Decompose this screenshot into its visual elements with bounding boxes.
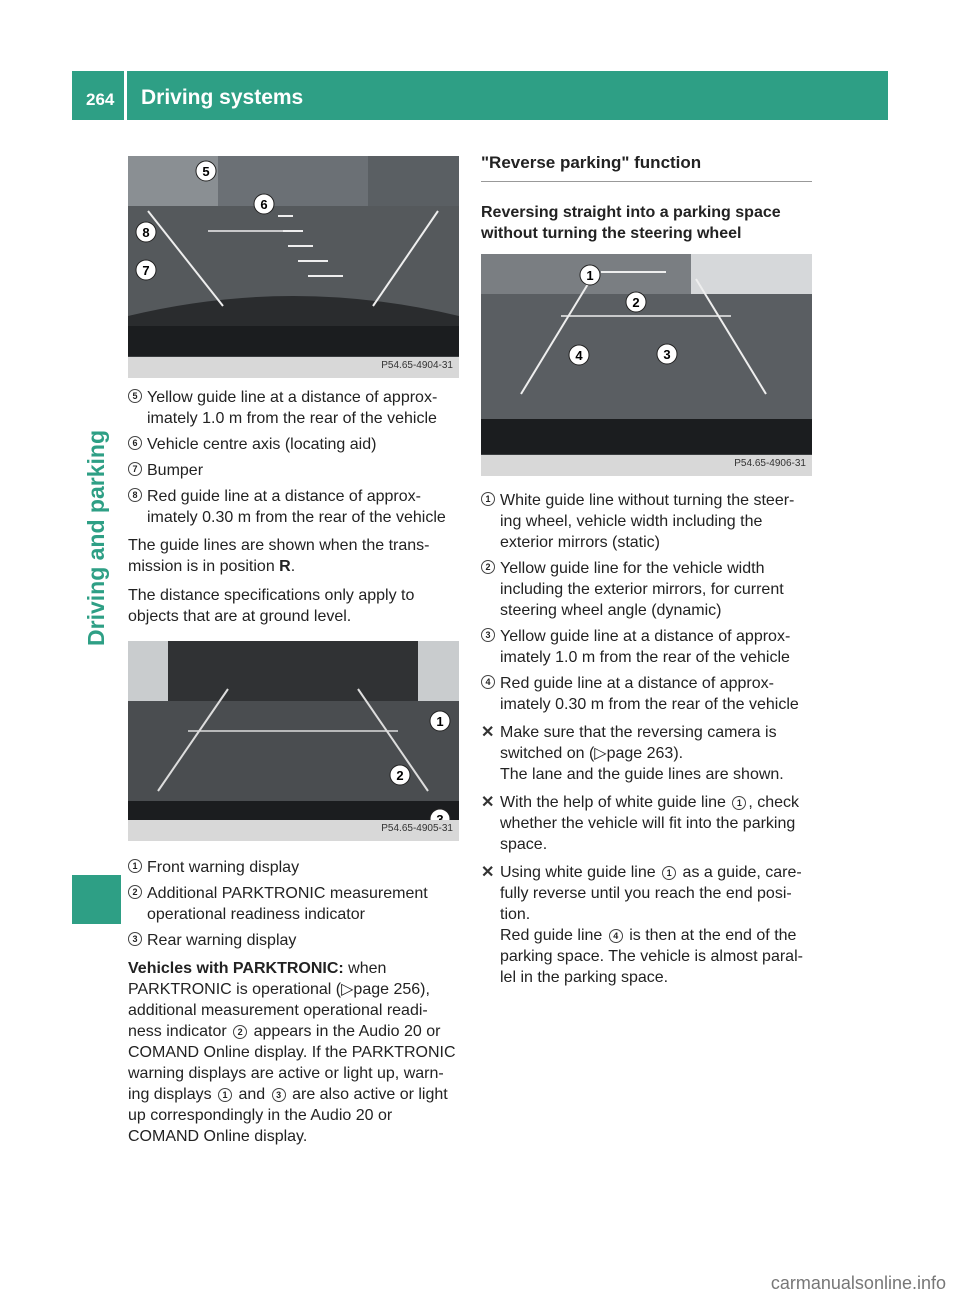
svg-text:7: 7: [142, 263, 150, 278]
text: ).: [673, 745, 684, 762]
marker-icon: 5: [128, 389, 142, 403]
legend-text: Red guide line at a distance of approx-imately 0.30 m from the rear of the vehicle: [147, 488, 446, 526]
camera-image-reverse-parking: [481, 254, 812, 476]
legend-item: [128, 434, 460, 455]
legend-list-3: [481, 490, 812, 715]
legend-text: Bumper: [147, 462, 204, 479]
legend-text: White guide line without turning the steer-ing wheel, vehicle width including the exterior mirrors (static): [500, 492, 795, 551]
marker-icon: 7: [128, 462, 142, 476]
text: and: [234, 1086, 270, 1103]
marker-icon: 3: [128, 932, 142, 946]
text: are also active or light up correspondingly in the Audio 20 or COMAND Online display.: [128, 1086, 448, 1145]
header-divider: [124, 71, 127, 120]
text-bold: Vehicles with PARKTRONIC:: [128, 960, 344, 977]
legend-item: [481, 490, 812, 553]
page-number: 264: [86, 90, 115, 109]
legend-item: [128, 486, 460, 528]
page-reference-link[interactable]: page 263: [606, 745, 674, 762]
marker-icon: 2: [233, 1025, 247, 1039]
side-tab-square: [72, 875, 121, 924]
marker-icon: 1: [732, 796, 746, 810]
instruction-step-2: [481, 792, 812, 855]
legend-list-1: [128, 387, 460, 528]
legend-text: Yellow guide line at a distance of approx-imately 1.0 m from the rear of the vehicle: [500, 628, 791, 666]
section-title: Driving systems: [141, 86, 304, 109]
step-result: is then at the end of the parking space. The vehicle is almost paral-lel in the parking space.: [500, 927, 803, 986]
svg-text:4: 4: [575, 348, 583, 363]
text: Using white guide line: [500, 864, 661, 881]
marker-icon: 1: [481, 492, 495, 506]
legend-text: Additional PARKTRONIC measurement operational readiness indicator: [147, 885, 428, 923]
legend-item: [128, 387, 460, 429]
marker-icon: 2: [128, 885, 142, 899]
instruction-step-3: [481, 862, 812, 988]
svg-text:1: 1: [436, 714, 444, 729]
camera-image-guide-lines: [128, 156, 459, 378]
legend-list-2: [128, 857, 460, 951]
text: , check whether the vehicle will fit into the parking space.: [500, 794, 800, 853]
image-id: P54.65-4904-31: [381, 360, 453, 371]
svg-text:2: 2: [396, 768, 404, 783]
text-bold: R: [279, 558, 291, 575]
marker-icon: 3: [272, 1088, 286, 1102]
legend-text: Vehicle centre axis (locating aid): [147, 436, 377, 453]
image-id: P54.65-4905-31: [381, 823, 453, 834]
svg-text:6: 6: [260, 197, 268, 212]
marker-icon: 4: [609, 929, 623, 943]
text: Make sure that the reversing camera is switched on (: [500, 724, 777, 762]
text: when PARKTRONIC is operational (: [128, 960, 387, 998]
legend-item: [128, 930, 460, 951]
marker-icon: 1: [218, 1088, 232, 1102]
marker-icon: 4: [481, 675, 495, 689]
legend-item: [481, 626, 812, 668]
paragraph-ground-level: The distance specifications only apply to objects that are at ground level.: [128, 587, 415, 625]
page-ref-arrow-icon: ▷: [594, 745, 607, 762]
text: With the help of white guide line: [500, 794, 731, 811]
legend-text: Front warning display: [147, 859, 300, 876]
step-arrow-icon: ✕: [481, 794, 495, 811]
svg-text:8: 8: [142, 225, 150, 240]
svg-text:5: 5: [202, 164, 210, 179]
camera-image-parktronic-svg: [128, 641, 459, 841]
text: ), additional measurement operational readi-ness indicator: [128, 981, 430, 1040]
legend-text: Rear warning display: [147, 932, 297, 949]
camera-image-guide-lines-svg: [128, 156, 459, 378]
svg-text:1: 1: [586, 268, 594, 283]
step-arrow-icon: ✕: [481, 864, 495, 881]
camera-image-reverse-parking-svg: [481, 254, 812, 476]
text: The guide lines are shown when the trans-mission is in position: [128, 537, 430, 575]
left-column: [128, 156, 460, 1155]
marker-icon: 2: [481, 560, 495, 574]
legend-item: [128, 857, 460, 878]
step-result: The lane and the guide lines are shown.: [500, 766, 784, 783]
text: .: [290, 558, 296, 575]
paragraph-transmission: [128, 535, 460, 577]
svg-text:2: 2: [632, 295, 640, 310]
right-column: [481, 152, 812, 995]
legend-item: [128, 460, 460, 481]
camera-image-parktronic: [128, 641, 459, 841]
page-ref-arrow-icon: ▷: [341, 981, 354, 998]
marker-icon: 6: [128, 436, 142, 450]
text: appears in the Audio 20 or COMAND Online display. If the PARKTRONIC warning displays are active or light up, warn-ing displays: [128, 1023, 456, 1103]
paragraph-parktronic: [128, 958, 460, 1147]
function-heading: "Reverse parking" function: [481, 152, 812, 182]
legend-text: Yellow guide line at a distance of approx-imately 1.0 m from the rear of the vehicle: [147, 389, 438, 427]
instruction-step-1: [481, 722, 812, 785]
marker-icon: 3: [481, 628, 495, 642]
legend-text: Red guide line at a distance of approx-imately 0.30 m from the rear of the vehicle: [500, 675, 799, 713]
text: as a guide, care-fully reverse until you reach the end posi-tion.: [500, 864, 802, 923]
legend-item: [481, 673, 812, 715]
sub-heading: Reversing straight into a parking space without turning the steering wheel: [481, 204, 781, 242]
side-tab-label-text: Driving and parking: [83, 430, 109, 646]
image-id: P54.65-4906-31: [734, 458, 806, 469]
side-tab-label: [83, 430, 110, 646]
marker-icon: 1: [662, 866, 676, 880]
marker-icon: 8: [128, 488, 142, 502]
step-result: Red guide line: [500, 927, 607, 944]
legend-item: [128, 883, 460, 925]
legend-text: Yellow guide line for the vehicle width including the exterior mirrors, for current steering wheel angle (dynamic): [500, 560, 784, 619]
svg-text:3: 3: [663, 347, 671, 362]
step-arrow-icon: ✕: [481, 724, 495, 741]
marker-icon: 1: [128, 859, 142, 873]
watermark: carmanualsonline.info: [770, 1273, 946, 1293]
page-reference-link[interactable]: page 256: [353, 981, 421, 998]
legend-item: [481, 558, 812, 621]
